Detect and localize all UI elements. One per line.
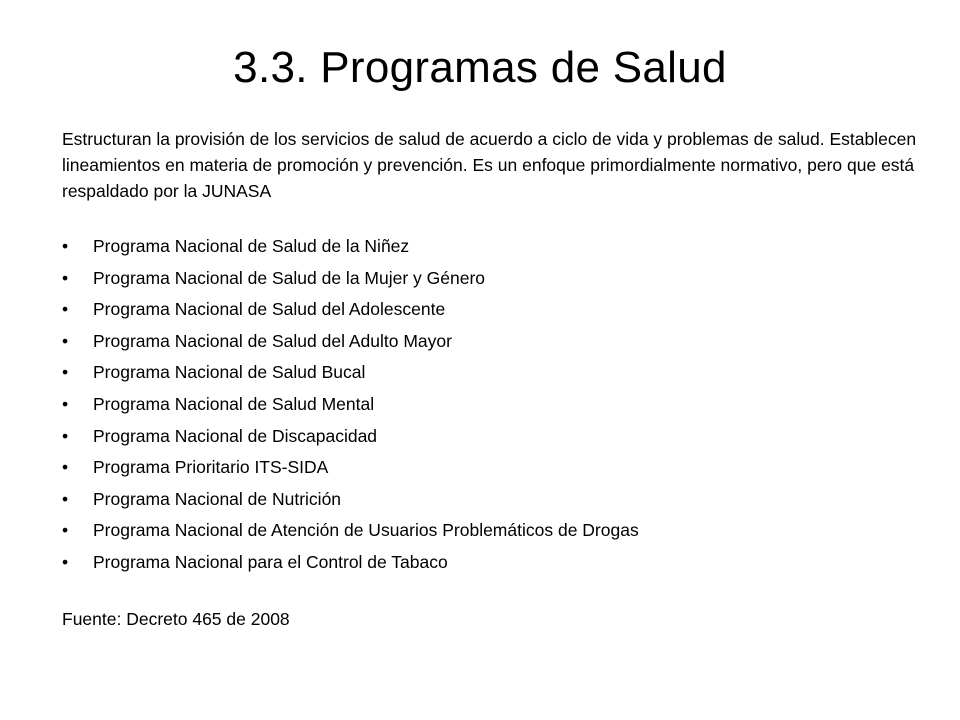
source-note: Fuente: Decreto 465 de 2008	[62, 609, 290, 629]
program-label: Programa Nacional de Salud del Adolescente	[93, 299, 446, 320]
bullet-icon: •	[62, 488, 69, 509]
intro-paragraph: Estructuran la provisión de los servicios de salud de acuerdo a ciclo de vida y problemas de salud. Establecen lineamientos en materia de promoción y prevención. Es un enfoque primordialmente normativo, pero que está respaldado por la JUNASA	[62, 129, 917, 201]
bullet-icon: •	[62, 267, 69, 288]
list-item	[62, 359, 922, 391]
list-item	[62, 486, 922, 518]
programs-list	[62, 233, 922, 581]
program-label: Programa Nacional de Salud Bucal	[93, 362, 366, 383]
program-label: Programa Nacional de Nutrición	[93, 488, 342, 509]
list-item	[62, 296, 922, 328]
list-item	[62, 549, 922, 581]
bullet-icon: •	[62, 362, 69, 383]
list-item	[62, 423, 922, 455]
bullet-icon: •	[62, 393, 69, 414]
program-label: Programa Nacional de Salud de la Mujer y Género	[93, 267, 486, 288]
bullet-icon: •	[62, 330, 69, 351]
list-item	[62, 391, 922, 423]
slide-title: 3.3. Programas de Salud	[233, 43, 727, 92]
list-item	[62, 328, 922, 360]
program-label: Programa Nacional de Salud Mental	[93, 393, 375, 414]
program-label: Programa Nacional para el Control de Tabaco	[93, 551, 448, 572]
program-label: Programa Nacional de Salud del Adulto Mayor	[93, 330, 452, 351]
program-label: Programa Nacional de Salud de la Niñez	[93, 236, 410, 256]
list-item	[62, 265, 922, 297]
bullet-icon: •	[62, 299, 69, 320]
program-label: Programa Nacional de Discapacidad	[93, 425, 378, 446]
program-label: Programa Nacional de Atención de Usuarios Problemáticos de Drogas	[93, 520, 639, 541]
bullet-icon: •	[62, 425, 69, 446]
bullet-icon: •	[62, 551, 69, 572]
list-item	[62, 517, 922, 549]
bullet-icon: •	[62, 457, 69, 478]
bullet-icon: •	[62, 236, 69, 256]
bullet-icon: •	[62, 520, 69, 541]
program-label: Programa Prioritario ITS-SIDA	[93, 457, 329, 478]
list-item	[62, 233, 922, 265]
list-item	[62, 454, 922, 486]
